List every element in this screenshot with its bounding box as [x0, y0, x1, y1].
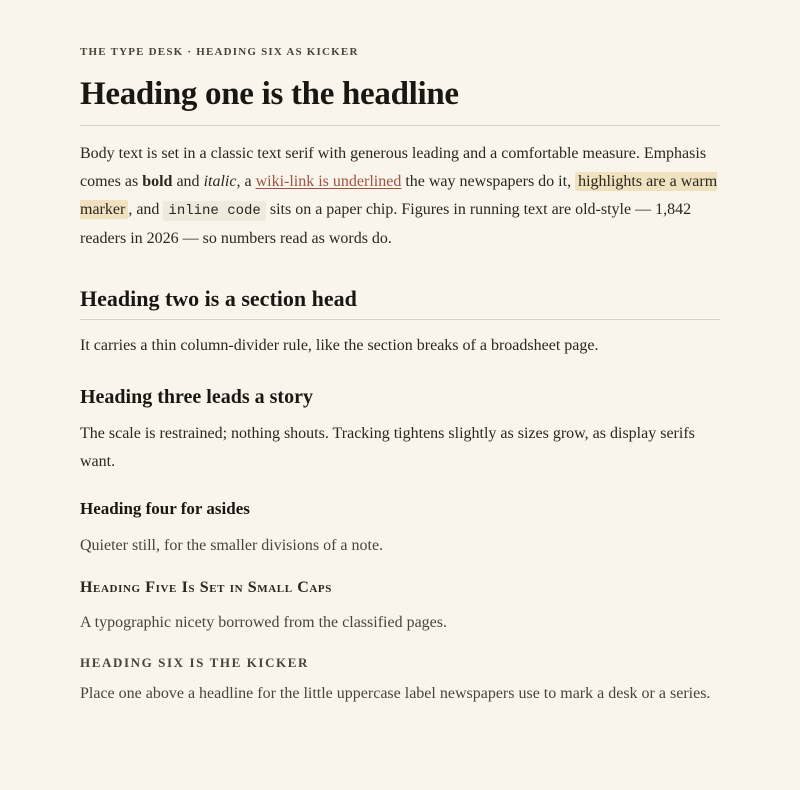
- intro-text-3: , a: [236, 173, 256, 190]
- intro-paragraph: [80, 140, 720, 253]
- highlight-text: highlights are a warm marker: [80, 173, 718, 218]
- intro-text-4: the way newspapers do it,: [401, 173, 576, 190]
- inline-code: inline code: [163, 201, 265, 221]
- italic-text: italic: [203, 173, 237, 190]
- kicker: THE TYPE DESK · HEADING SIX AS KICKER: [80, 46, 359, 58]
- kicker-paragraph: Place one above a headline for the little uppercase label newspapers use to mark a desk or a series.: [80, 685, 711, 702]
- bold-text: bold: [142, 173, 173, 190]
- intro-text-2: and: [172, 173, 204, 190]
- aside-heading-h4: Heading four for asides: [80, 499, 250, 518]
- intro-text-1: Body text is set in a classic text serif with generous leading and a comfortable measure. Emphasis comes as: [80, 145, 707, 190]
- small-caps-paragraph: A typographic nicety borrowed from the classified pages.: [80, 614, 447, 631]
- story-paragraph: The scale is restrained; nothing shouts. Tracking tightens slightly as sizes grow, as display serifs want.: [80, 425, 695, 470]
- story-heading-h3: Heading three leads a story: [80, 386, 313, 408]
- section-paragraph: It carries a thin column-divider rule, like the section breaks of a broadsheet page.: [80, 337, 599, 354]
- aside-paragraph: Quieter still, for the smaller divisions of a note.: [80, 537, 384, 554]
- section-heading-h2: Heading two is a section head: [80, 285, 720, 320]
- intro-text-6: sits on a paper chip. Figures in running text are old-style — 1,842 readers in 2026 — so numbers read as words do.: [80, 201, 692, 247]
- kicker-heading-h6: HEADING SIX IS THE KICKER: [80, 655, 310, 670]
- small-caps-heading-h5: Heading Five Is Set in Small Caps: [80, 579, 332, 596]
- document-page: [80, 0, 720, 708]
- wiki-link[interactable]: wiki-link is underlined: [255, 173, 402, 190]
- intro-text-5: , and: [128, 201, 164, 218]
- headline-h1: Heading one is the headline: [80, 74, 720, 126]
